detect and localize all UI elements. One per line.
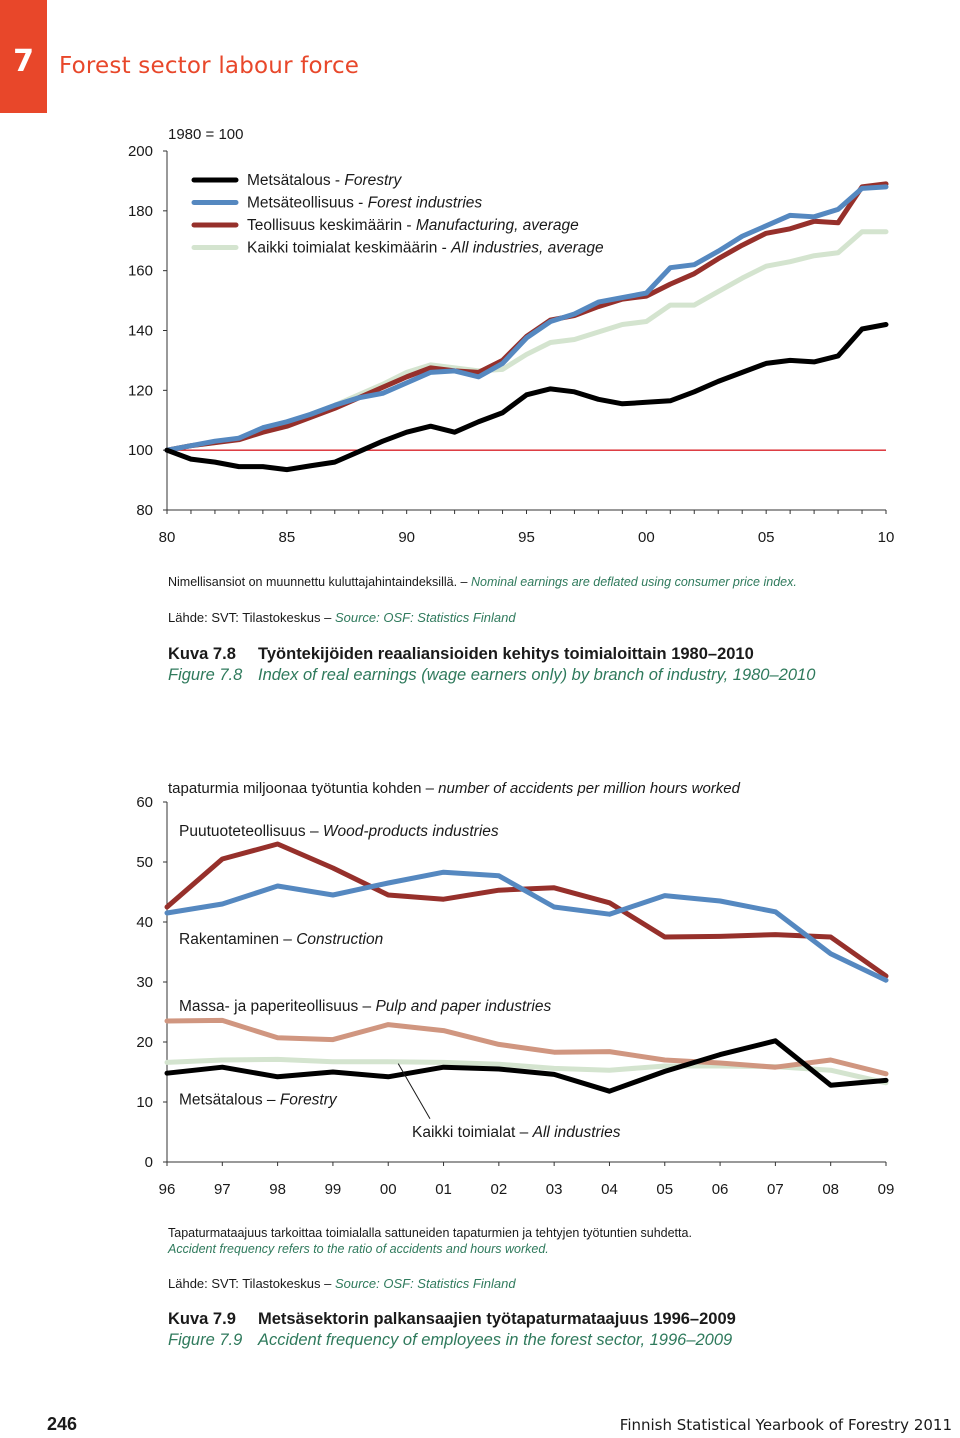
chart1-x-tick-label: 05: [757, 529, 775, 546]
chart1-y-tick-label: 180: [127, 202, 153, 220]
chart2-series-label: [179, 931, 383, 948]
chart1-y-tick-label: 120: [127, 382, 153, 400]
figure1-note: [168, 575, 797, 589]
chart2-x-tick-label: 09: [877, 1181, 895, 1198]
chart2-x-tick-label: 97: [213, 1181, 231, 1198]
figure2-caption-en-number: Figure 7.9: [168, 1331, 243, 1349]
chart1-unit-label: 1980 = 100: [168, 126, 244, 143]
figure1-note-fi: Nimellisansiot on muunnettu kuluttajahintaindeksillä. –: [168, 575, 468, 589]
chart2-series-label-fi: Kaikki toimialat –: [412, 1124, 533, 1141]
chapter-title: Forest sector labour force: [59, 53, 360, 79]
chart2-series-label-en: Pulp and paper industries: [375, 998, 552, 1015]
figure2-caption-fi-number: Kuva 7.9: [168, 1310, 236, 1328]
chart2-series-label-en: Wood-products industries: [322, 822, 499, 840]
chart2-y-tick-label: 30: [136, 974, 153, 991]
chart1-y-tick-label: 80: [136, 502, 153, 519]
chart2-y-tick-label: 60: [136, 794, 153, 811]
chart1-x-tick-label: 95: [518, 529, 535, 546]
figure2-source: [168, 1276, 516, 1291]
chart2-series-label-fi: Puutuoteteollisuus –: [179, 822, 323, 840]
figure1-caption-en: [168, 666, 815, 685]
figure1-caption-fi-text: Työntekijöiden reaaliansioiden kehitys toimialoittain 1980–2010: [258, 645, 754, 663]
chart1-legend-label: [247, 195, 482, 212]
chart1-legend-label: [247, 217, 579, 234]
chart2-series-labels: [179, 823, 621, 1141]
chart1-legend-label-fi: Teollisuus keskimäärin -: [247, 217, 416, 234]
figure1-source-en: Source: OSF: Statistics Finland: [334, 610, 516, 625]
chart1-legend-label-fi: Kaikki toimialat keskimäärin -: [247, 239, 452, 257]
figure2-note-fi: Tapaturmataajuus tarkoittaa toimialalla sattuneiden tapaturmien ja tehtyjen työtuntien suhdetta.: [168, 1226, 692, 1240]
chart2-series-label: [179, 998, 551, 1015]
chart2-x-tick-label: 03: [545, 1181, 563, 1198]
chart2-x-tick-label: 06: [711, 1181, 729, 1198]
figure2-caption-en: [168, 1331, 732, 1350]
chart1-legend: [194, 172, 604, 257]
chart2-series-label-en: All industries: [532, 1124, 621, 1141]
figure1-caption-fi: [168, 645, 754, 664]
chart1-legend-label-en: All industries, average: [451, 239, 604, 257]
chart2-unit-label: tapaturmia miljoonaa työtuntia kohden – number of accidents per million hours worked: [168, 780, 740, 797]
figure2-caption-fi-text: Metsäsektorin palkansaajien työtapaturmataajuus 1996–2009: [258, 1310, 736, 1328]
chart2-x-tick-label: 96: [158, 1181, 176, 1198]
chart1-x-tick-label: 85: [278, 529, 296, 546]
chart2-series: [167, 844, 886, 1091]
chart2-series-label-en: Forestry: [279, 1091, 337, 1109]
earnings-index-chart: [0, 110, 960, 560]
chart2-y-tick-label: 0: [144, 1154, 153, 1171]
chart1-legend-label-en: Forest industries: [367, 194, 483, 212]
figure1-note-en: Nominal earnings are deflated using consumer price index.: [470, 575, 797, 589]
chart2-series-label: [179, 1092, 338, 1109]
chart2-x-tick-label: 04: [601, 1181, 618, 1198]
figure2-note-en-line: [168, 1242, 549, 1256]
figure2-caption-fi: [168, 1310, 736, 1329]
chart1-legend-label-fi: Metsätalous -: [247, 172, 345, 189]
chart1-x-tick-label: 80: [158, 529, 176, 546]
chart2-x-tick-label: 01: [435, 1181, 452, 1198]
chart2-y-tick-label: 50: [136, 854, 153, 871]
chart2-x-tick-label: 98: [269, 1181, 286, 1198]
chart2-y-tick-label: 40: [136, 914, 153, 931]
figure2-caption-en-text: Accident frequency of employees in the forest sector, 1996–2009: [258, 1331, 733, 1349]
figure1-source: [168, 610, 516, 625]
chart1-x-tick-label: 90: [398, 529, 416, 546]
chart1-y-tick-label: 160: [127, 262, 153, 280]
accident-frequency-chart: [0, 765, 960, 1205]
chart2-series-label: [412, 1124, 621, 1141]
chart1-y-tick-label: 100: [127, 442, 153, 460]
page-number: 246: [47, 1414, 78, 1434]
chart1-legend-label: [247, 172, 402, 189]
chart2-x-tick-label: 02: [490, 1181, 508, 1198]
chart1-x-tick-label: 10: [877, 529, 895, 546]
publication-title: Finnish Statistical Yearbook of Forestry 2011: [619, 1416, 952, 1434]
chart1-x-tick-label: 00: [637, 529, 655, 546]
chart2-x-tick-label: 99: [324, 1181, 342, 1198]
chart2-series-label-fi: Rakentaminen –: [179, 930, 297, 948]
figure1-caption-en-number: Figure 7.8: [168, 666, 243, 684]
chart1-legend-label-fi: Metsäteollisuus -: [247, 194, 368, 212]
chart2-y-tick-label: 10: [136, 1094, 153, 1111]
chart1-legend-label-en: Forestry: [344, 172, 402, 189]
chart1-series-line: [167, 325, 886, 470]
chart2-series-label-fi: Metsätalous –: [179, 1091, 280, 1109]
chapter-number: 7: [13, 44, 34, 79]
chart2-x-tick-label: 05: [656, 1181, 674, 1198]
figure1-source-fi: Lähde: SVT: Tilastokeskus –: [168, 610, 332, 625]
chart2-series-label: [179, 823, 499, 840]
chart2-y-tick-label: 20: [136, 1034, 153, 1051]
chart2-series-line: [167, 844, 886, 976]
chart2-x-tick-label: 00: [379, 1181, 397, 1198]
chart1-y-tick-label: 200: [127, 143, 153, 160]
chart1-y-tick-label: 140: [127, 322, 153, 340]
chart1-legend-label: [247, 240, 604, 257]
figure2-note-en: Accident frequency refers to the ratio of accidents and hours worked.: [168, 1242, 549, 1256]
figure1-caption-fi-number: Kuva 7.8: [168, 645, 236, 663]
chart2-series-label-fi: Massa- ja paperiteollisuus –: [179, 998, 376, 1015]
chart2-x-tick-label: 07: [767, 1181, 784, 1198]
figure1-caption-en-text: Index of real earnings (wage earners only) by branch of industry, 1980–2010: [258, 666, 816, 684]
figure2-source-en: Source: OSF: Statistics Finland: [334, 1276, 516, 1291]
chart1-legend-label-en: Manufacturing, average: [415, 217, 579, 234]
chart1-axes: [128, 143, 894, 546]
chart2-x-tick-label: 08: [822, 1181, 840, 1198]
chart2-series-label-en: Construction: [296, 930, 384, 948]
figure2-source-fi: Lähde: SVT: Tilastokeskus –: [168, 1276, 332, 1291]
